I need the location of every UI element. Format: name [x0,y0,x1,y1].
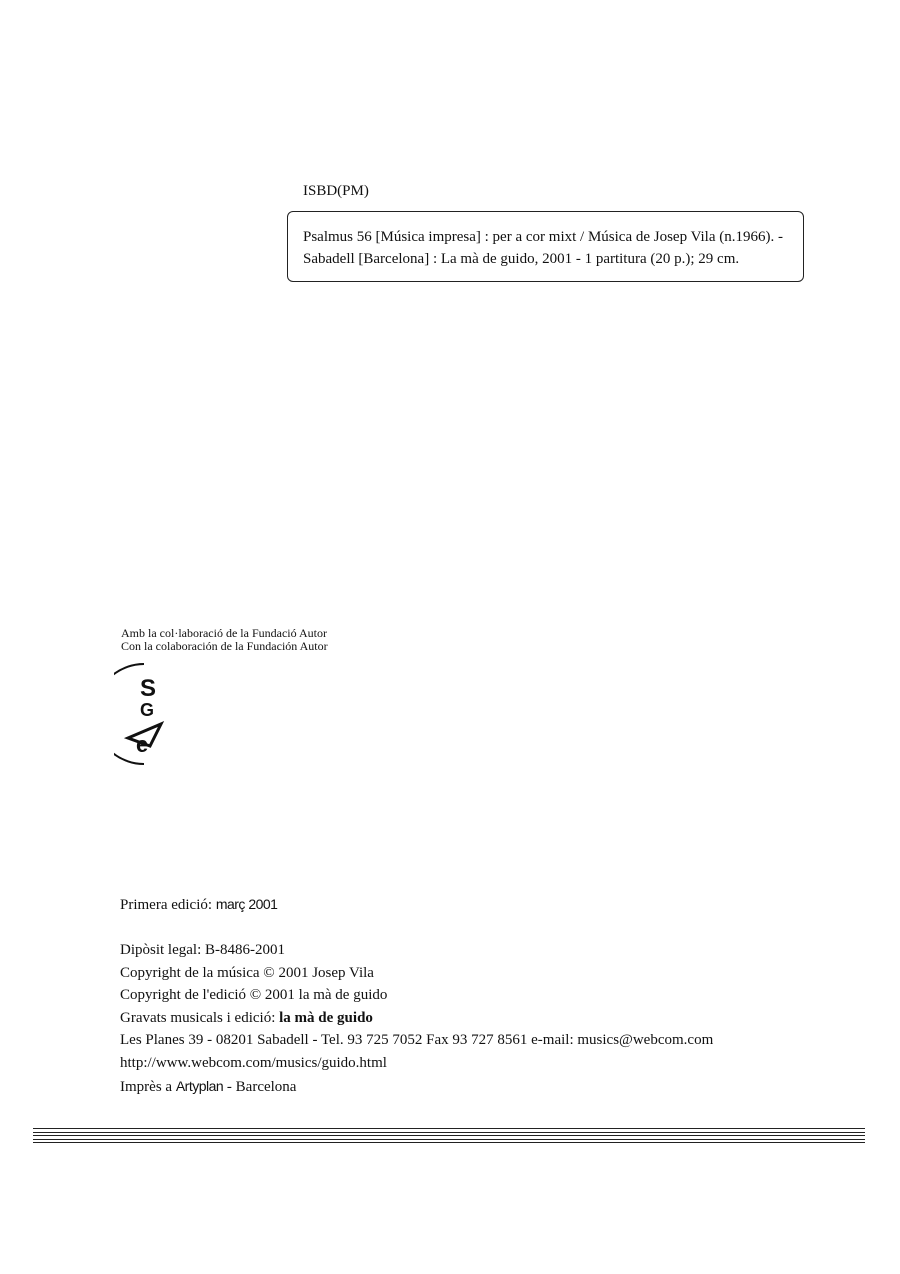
publisher-website: http://www.webcom.com/musics/guido.html [120,1054,387,1071]
isbd-record-box [287,211,804,282]
printer-credit [120,1075,713,1098]
svg-text:S: S [140,675,157,702]
publisher-address: Les Planes 39 - 08201 Sabadell - Tel. 93 725 7052 Fax 93 727 8561 e-mail: musics@webcom.com [120,1032,714,1049]
music-staff-lines [33,1128,865,1144]
svg-text:e: e [136,732,149,757]
isbd-label: ISBD(PM) [303,183,369,199]
printer-label: Imprès a [120,1078,176,1095]
first-edition [120,893,277,917]
music-copyright: Copyright de la música © 2001 Josep Vila [120,964,374,981]
collaboration-line-spanish: Con la colaboración de la Fundación Autor [121,639,328,653]
edition-copyright: Copyright de l'edició © 2001 la mà de guido [120,987,388,1004]
isbd-record-line-2: Sabadell [Barcelona] : La mà de guido, 2001 - 1 partitura (20 p.); 29 cm. [303,251,740,267]
legal-deposit: Dipòsit legal: B-8486-2001 [120,942,285,958]
first-edition-date: març 2001 [215,896,278,912]
printer-city: - Barcelona [223,1078,297,1095]
isbd-record-line-1: Psalmus 56 [Música impresa] : per a cor mixt / Música de Josep Vila (n.1966). - [303,229,783,245]
engraving-label: Gravats musicals i edició: [120,1009,280,1026]
publisher-name: la mà de guido [279,1009,373,1026]
credits-block [120,939,713,1097]
collaboration-line-catalan: Amb la col·laboració de la Fundació Autor [121,626,327,640]
svg-text:G: G [140,700,155,720]
sgae-logo-icon [114,660,174,768]
first-edition-label: Primera edició: [120,897,216,913]
collaboration-note [121,627,328,653]
engraving-credit [120,1007,713,1030]
printer-name: Artyplan [175,1077,224,1094]
